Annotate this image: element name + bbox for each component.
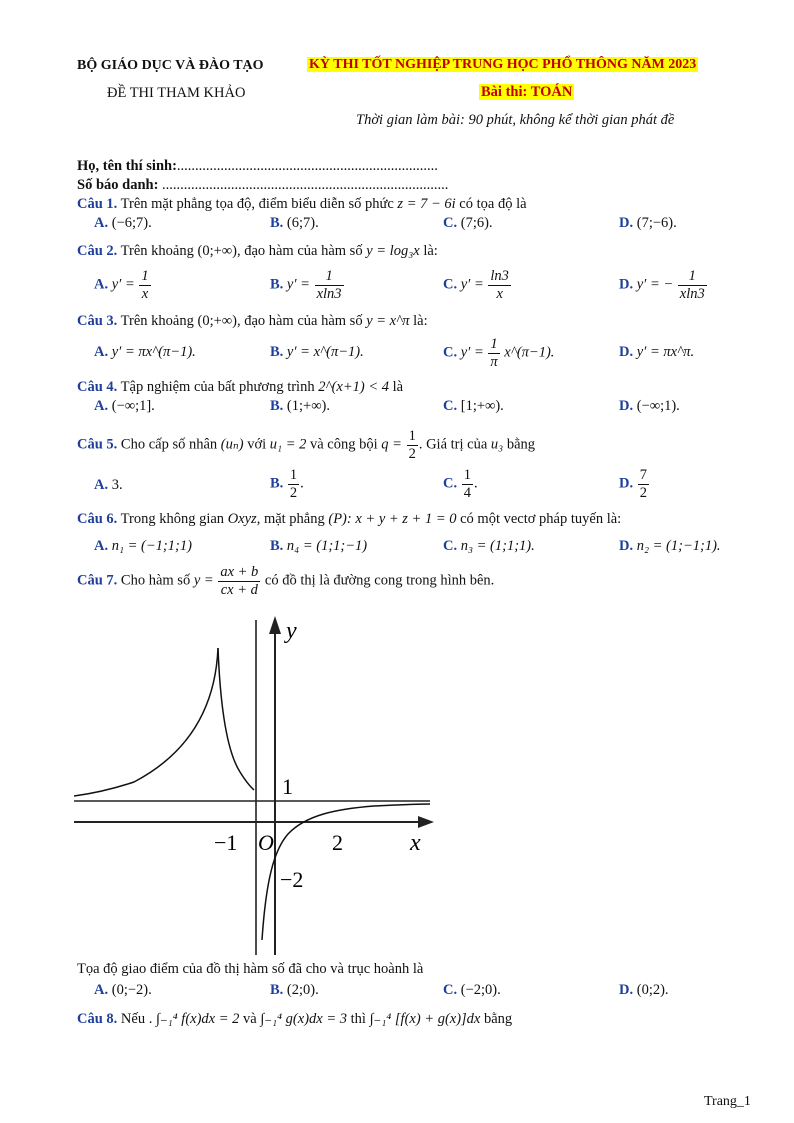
fraction	[407, 428, 418, 462]
q1-option-a[interactable]	[94, 215, 152, 232]
option-value: (7;−6).	[636, 215, 677, 231]
question-text: Nếu .	[120, 1011, 153, 1027]
ministry-name: BỘ GIÁO DỤC VÀ ĐÀO TẠO	[77, 58, 264, 73]
tick-label-2: 2	[332, 830, 343, 855]
option-letter: A.	[94, 344, 109, 360]
option-value: (1;+∞).	[286, 398, 330, 414]
question-label: Câu 2.	[77, 243, 118, 259]
q3-option-c[interactable]	[443, 336, 554, 370]
option-value: (−2;0).	[460, 982, 501, 998]
option-letter: A.	[94, 215, 109, 231]
question-text: bằng	[484, 1011, 513, 1027]
math-space: Oxyz	[227, 511, 257, 527]
option-letter: B.	[270, 982, 284, 998]
q5-option-d[interactable]	[619, 467, 650, 501]
option-letter: B.	[270, 344, 284, 360]
denominator: x	[141, 285, 149, 302]
option-letter: B.	[270, 276, 284, 293]
question-text: là	[392, 379, 404, 395]
option-letter: B.	[270, 398, 284, 414]
option-value: [1;+∞).	[460, 398, 504, 414]
exam-title	[307, 57, 698, 73]
option-value: n₁ = (−1;1;1)	[111, 538, 192, 554]
candidate-name-line	[77, 158, 438, 175]
question-text: và	[243, 1011, 257, 1027]
question-5	[77, 428, 535, 462]
question-text: có tọa độ là	[459, 196, 527, 212]
question-label: Câu 3.	[77, 313, 118, 329]
math-lhs: y′ =	[111, 276, 135, 293]
option-letter: A.	[94, 398, 109, 414]
question-text: , mặt phẳng	[256, 511, 325, 527]
q5-option-c[interactable]: C. $\frac{1}{4}$ .	[443, 467, 478, 501]
option-letter: C.	[443, 276, 458, 293]
question-7	[77, 564, 494, 598]
q6-option-a[interactable]	[94, 538, 192, 555]
option-value: y′ = x^(π−1).	[286, 344, 364, 360]
q2-option-c[interactable]	[443, 268, 512, 302]
denominator: xln3	[316, 285, 342, 302]
option-letter: B.	[270, 538, 284, 554]
function-graph	[74, 610, 434, 955]
candidate-id-dots: ...............................................................................	[162, 177, 449, 193]
q4-option-b[interactable]	[270, 398, 330, 415]
option-letter: C.	[443, 398, 458, 414]
math-expression: y = x^π	[366, 313, 410, 329]
numerator: ln3	[490, 268, 509, 284]
subject-label	[479, 84, 574, 101]
question-label: Câu 5.	[77, 436, 118, 453]
fraction	[218, 564, 260, 598]
option-letter: B.	[270, 215, 284, 231]
option-value: n₄ = (1;1;−1)	[286, 538, 368, 554]
question-text: Trên mặt phẳng tọa độ, điểm biểu diễn số phức	[120, 196, 394, 212]
q7-option-b[interactable]	[270, 982, 319, 999]
q3-option-a[interactable]	[94, 344, 196, 361]
question-text: với	[247, 436, 267, 453]
denominator: xln3	[679, 285, 705, 302]
math-integral: ∫₋₁⁴ [f(x) + g(x)]dx	[369, 1011, 481, 1027]
denominator: 2	[408, 445, 416, 462]
option-letter: C.	[443, 344, 458, 361]
q7-option-c[interactable]	[443, 982, 501, 999]
option-letter: B.	[270, 475, 284, 492]
math-lhs: q =	[381, 436, 402, 453]
question-text: Cho hàm số	[120, 572, 191, 589]
question-text: , đạo hàm của hàm số	[236, 243, 363, 259]
option-value: 3.	[111, 477, 123, 493]
option-letter: A.	[94, 538, 109, 554]
tick-label-neg2: −2	[280, 867, 304, 892]
fraction	[488, 268, 511, 302]
question-3	[77, 313, 428, 330]
fraction	[139, 268, 150, 302]
q4-option-d[interactable]	[619, 398, 680, 415]
denominator: 2	[639, 484, 647, 501]
q4-option-c[interactable]	[443, 398, 504, 415]
option-value: (0;−2).	[111, 982, 152, 998]
x-axis-arrow	[418, 816, 434, 828]
denominator: π	[490, 353, 498, 370]
option-value: n₂ = (1;−1;1).	[636, 538, 721, 554]
option-letter: D.	[619, 276, 634, 293]
option-letter: C.	[443, 982, 458, 998]
option-letter: C.	[443, 538, 458, 554]
option-letter: D.	[619, 215, 634, 231]
math-u1: u₁ = 2	[269, 436, 307, 453]
candidate-name-label: Họ, tên thí sinh:	[77, 158, 177, 174]
fraction	[638, 467, 649, 501]
question-text: Cho cấp số nhân	[120, 436, 218, 453]
option-letter: D.	[619, 344, 634, 360]
numerator: 1	[315, 268, 344, 286]
question-text: là:	[423, 243, 438, 259]
math-u3: u₃	[490, 436, 504, 453]
tick-label-neg1: −1	[214, 830, 238, 855]
option-value: (6;7).	[286, 215, 319, 231]
question-6	[77, 511, 621, 528]
question-2	[77, 243, 438, 260]
q7-option-a[interactable]	[94, 982, 152, 999]
math-integral: ∫₋₁⁴ g(x)dx = 3	[260, 1011, 347, 1027]
option-letter: D.	[619, 398, 634, 414]
fraction	[315, 268, 344, 302]
q6-option-d[interactable]	[619, 538, 721, 555]
left-branch-upper	[218, 648, 254, 790]
q5-option-a[interactable]	[94, 477, 123, 494]
option-letter: A.	[94, 276, 109, 293]
question-label: Câu 6.	[77, 511, 118, 527]
q3-option-b[interactable]	[270, 344, 364, 361]
question-text: có đồ thị là đường cong trong hình bên.	[264, 572, 495, 589]
numerator: 1	[141, 268, 149, 284]
candidate-id-label: Số báo danh:	[77, 177, 159, 193]
fraction	[288, 467, 299, 501]
math-sequence: (uₙ)	[220, 436, 244, 453]
option-value: y′ = πx^π.	[636, 344, 695, 360]
question-text: Trên khoảng	[120, 313, 194, 329]
origin-label: O	[258, 830, 274, 855]
math-rhs: x^(π−1).	[504, 344, 555, 361]
time-note: Thời gian làm bài: 90 phút, không kể thời gian phát đề	[356, 112, 675, 128]
q2-option-a[interactable]	[94, 268, 152, 302]
denominator: x	[496, 285, 503, 302]
q3-option-d[interactable]	[619, 344, 694, 361]
math-expression: y = log₃x	[366, 243, 420, 259]
numerator: 1	[678, 268, 707, 286]
q5-option-b[interactable]: B. $\frac{1}{2}$ .	[270, 467, 304, 501]
option-value: (2;0).	[286, 982, 319, 998]
numerator: 1	[408, 428, 416, 444]
option-letter: D.	[619, 982, 634, 998]
numerator: 1	[289, 467, 298, 483]
candidate-name-dots: ........................................................................	[176, 158, 438, 174]
left-branch	[74, 648, 218, 796]
q6-option-b[interactable]	[270, 538, 367, 555]
option-letter: C.	[443, 475, 458, 492]
y-axis-label: y	[286, 618, 297, 644]
y-axis-arrow	[269, 616, 281, 634]
q4-option-a[interactable]	[94, 398, 155, 415]
option-letter: A.	[94, 477, 109, 493]
denominator: 2	[289, 484, 298, 501]
numerator: 1	[463, 467, 471, 483]
math-integral: ∫₋₁⁴ f(x)dx = 2	[155, 1011, 240, 1027]
fraction	[462, 467, 473, 501]
question-text: thì	[350, 1011, 366, 1027]
math-interval: (0;+∞)	[197, 313, 237, 329]
fraction	[488, 336, 499, 370]
q6-option-c[interactable]	[443, 538, 535, 555]
q2-option-b[interactable]	[270, 268, 345, 302]
math-expression: 2^(x+1) < 4	[318, 379, 389, 395]
sample-label: ĐỀ THI THAM KHẢO	[107, 85, 246, 101]
question-text: , đạo hàm của hàm số	[236, 313, 363, 329]
numerator: 7	[639, 467, 647, 483]
question-label: Câu 4.	[77, 379, 118, 395]
option-value: (7;6).	[460, 215, 493, 231]
denominator: 4	[463, 484, 471, 501]
question-4	[77, 379, 403, 396]
math-lhs: y′ =	[460, 276, 484, 293]
option-letter: D.	[619, 475, 634, 492]
math-interval: (0;+∞)	[197, 243, 237, 259]
question-label: Câu 7.	[77, 572, 118, 589]
option-letter: C.	[443, 215, 458, 231]
numerator: 1	[488, 336, 499, 354]
math-lhs: y′ = −	[636, 276, 674, 293]
exam-title-text: KỲ THI TỐT NGHIỆP TRUNG HỌC PHỔ THÔNG NĂM 2023	[309, 57, 697, 72]
q2-option-d[interactable]	[619, 268, 708, 302]
option-letter: D.	[619, 538, 634, 554]
math-lhs: y =	[193, 572, 214, 589]
option-value: n₃ = (1;1;1).	[460, 538, 535, 554]
option-value: y′ = πx^(π−1).	[111, 344, 196, 360]
question-text: có một vectơ pháp tuyến là:	[460, 511, 622, 527]
q1-option-b[interactable]	[270, 215, 319, 232]
subject-text: Bài thi: TOÁN	[481, 84, 573, 100]
option-value: (−∞;1].	[111, 398, 155, 414]
q7-option-d[interactable]	[619, 982, 669, 999]
question-1	[77, 196, 527, 213]
q1-option-d[interactable]	[619, 215, 677, 232]
option-value: (0;2).	[636, 982, 669, 998]
question-8	[77, 1011, 512, 1028]
option-value: (−∞;1).	[636, 398, 680, 414]
question-label: Câu 1.	[77, 196, 118, 212]
math-expression: z = 7 − 6i	[397, 196, 456, 212]
page-number: Trang_1	[704, 1094, 751, 1109]
math-lhs: y′ =	[286, 276, 310, 293]
question-label: Câu 8.	[77, 1011, 118, 1027]
candidate-id-line	[77, 177, 448, 194]
q7-followup: Tọa độ giao điểm của đồ thị hàm số đã cho và trục hoành là	[77, 961, 424, 977]
question-text: là:	[413, 313, 428, 329]
math-lhs: y′ =	[460, 344, 484, 361]
math-plane: (P): x + y + z + 1 = 0	[328, 511, 457, 527]
question-text: Tập nghiệm của bất phương trình	[120, 379, 315, 395]
option-letter: A.	[94, 982, 109, 998]
q1-option-c[interactable]	[443, 215, 493, 232]
question-text: Trong không gian	[120, 511, 225, 527]
question-text: và công bội	[310, 436, 378, 453]
fraction	[678, 268, 707, 302]
tick-label-1: 1	[282, 774, 293, 799]
option-value: (−6;7).	[111, 215, 152, 231]
numerator: ax + b	[220, 564, 259, 580]
question-text: Trên khoảng	[120, 243, 194, 259]
question-text: bằng	[506, 436, 536, 453]
x-axis-label: x	[410, 830, 421, 856]
question-text: . Giá trị của	[418, 436, 488, 453]
denominator: cx + d	[220, 581, 258, 598]
